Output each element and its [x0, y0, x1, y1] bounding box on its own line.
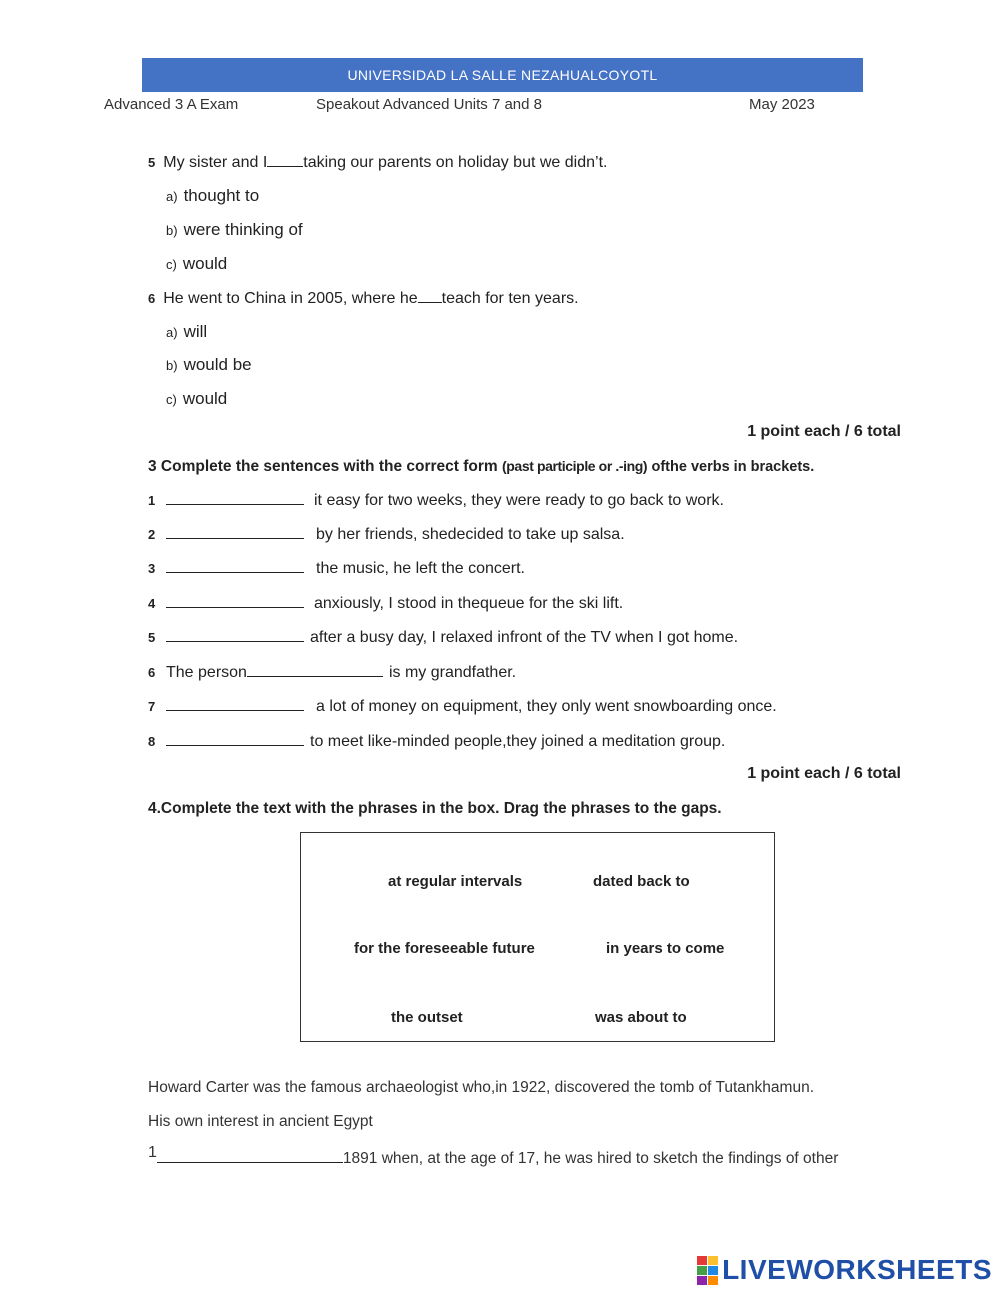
- section-4-title: 4.Complete the text with the phrases in the box. Drag the phrases to the gaps.: [148, 800, 722, 817]
- question-text-after: teach for ten years.: [441, 290, 579, 307]
- answer-blank[interactable]: [166, 524, 304, 539]
- option-c[interactable]: c) would: [166, 389, 228, 408]
- phrase-chip[interactable]: in years to come: [606, 940, 725, 957]
- answer-blank[interactable]: [166, 627, 304, 642]
- gap-number: 1: [148, 1144, 157, 1161]
- logo-text: LIVEWORKSHEETS: [722, 1254, 992, 1285]
- question-6: [148, 288, 579, 308]
- question-number: 5: [148, 155, 156, 170]
- sentence-3: 3 the music, he left the concert.: [148, 560, 525, 577]
- answer-blank[interactable]: [247, 662, 383, 677]
- section-3-title: 3 Complete the sentences with the correct form (past participle or .-ing) ofthe verbs in brackets.: [148, 458, 815, 475]
- phrase-box: [300, 832, 775, 1042]
- sentence-7: 7 a lot of money on equipment, they only went snowboarding once.: [148, 698, 777, 715]
- answer-blank[interactable]: [418, 288, 442, 303]
- phrase-chip[interactable]: for the foreseeable future: [354, 940, 535, 957]
- answer-blank[interactable]: [166, 593, 304, 608]
- question-text-before: He went to China in 2005, where he: [163, 290, 418, 307]
- exam-date: May 2023: [749, 96, 815, 113]
- phrase-chip[interactable]: the outset: [391, 1009, 463, 1026]
- answer-blank[interactable]: [166, 696, 304, 711]
- course-title: Speakout Advanced Units 7 and 8: [316, 96, 542, 113]
- section-points: 1 point each / 6 total: [747, 423, 901, 440]
- sentence-5: 5 after a busy day, I relaxed infront of the TV when I got home.: [148, 629, 739, 646]
- liveworksheets-logo: [697, 1254, 992, 1286]
- question-5: [148, 152, 607, 172]
- sentence-6: 6 The person is my grandfather.: [148, 664, 517, 681]
- sentence-8: 8 to meet like-minded people,they joined a meditation group.: [148, 733, 726, 750]
- section-points: 1 point each / 6 total: [747, 765, 901, 782]
- sentence-1: 1 it easy for two weeks, they were ready to go back to work.: [148, 492, 724, 509]
- answer-blank[interactable]: [267, 152, 303, 167]
- exam-title: Advanced 3 A Exam: [104, 96, 239, 113]
- option-a[interactable]: a) thought to: [166, 186, 260, 205]
- phrase-chip[interactable]: was about to: [595, 1009, 687, 1026]
- drop-gap[interactable]: [157, 1150, 343, 1163]
- phrase-chip[interactable]: dated back to: [593, 873, 690, 890]
- paragraph-line-1: Howard Carter was the famous archaeologist who,in 1922, discovered the tomb of Tutankhamun.: [148, 1079, 815, 1096]
- answer-blank[interactable]: [166, 490, 304, 505]
- option-b[interactable]: b) would be: [166, 355, 252, 374]
- paragraph-line-3: 1 1891 when, at the age of 17, he was hired to sketch the findings of other: [148, 1144, 839, 1167]
- answer-blank[interactable]: [166, 558, 304, 573]
- option-b[interactable]: b) were thinking of: [166, 220, 303, 239]
- option-a[interactable]: a) will: [166, 322, 208, 341]
- paragraph-line-2: His own interest in ancient Egypt: [148, 1113, 373, 1130]
- phrase-chip[interactable]: at regular intervals: [388, 873, 523, 890]
- answer-blank[interactable]: [166, 731, 304, 746]
- sentence-4: 4 anxiously, I stood in thequeue for the ski lift.: [148, 595, 624, 612]
- option-c[interactable]: c) would: [166, 254, 228, 273]
- question-text-after: taking our parents on holiday but we didn’t.: [303, 154, 608, 171]
- question-text-before: My sister and I: [163, 154, 268, 171]
- logo-tiles-icon: [697, 1256, 718, 1285]
- sentence-2: 2 by her friends, shedecided to take up salsa.: [148, 526, 625, 543]
- question-number: 6: [148, 291, 156, 306]
- header-banner: UNIVERSIDAD LA SALLE NEZAHUALCOYOTL: [142, 58, 863, 92]
